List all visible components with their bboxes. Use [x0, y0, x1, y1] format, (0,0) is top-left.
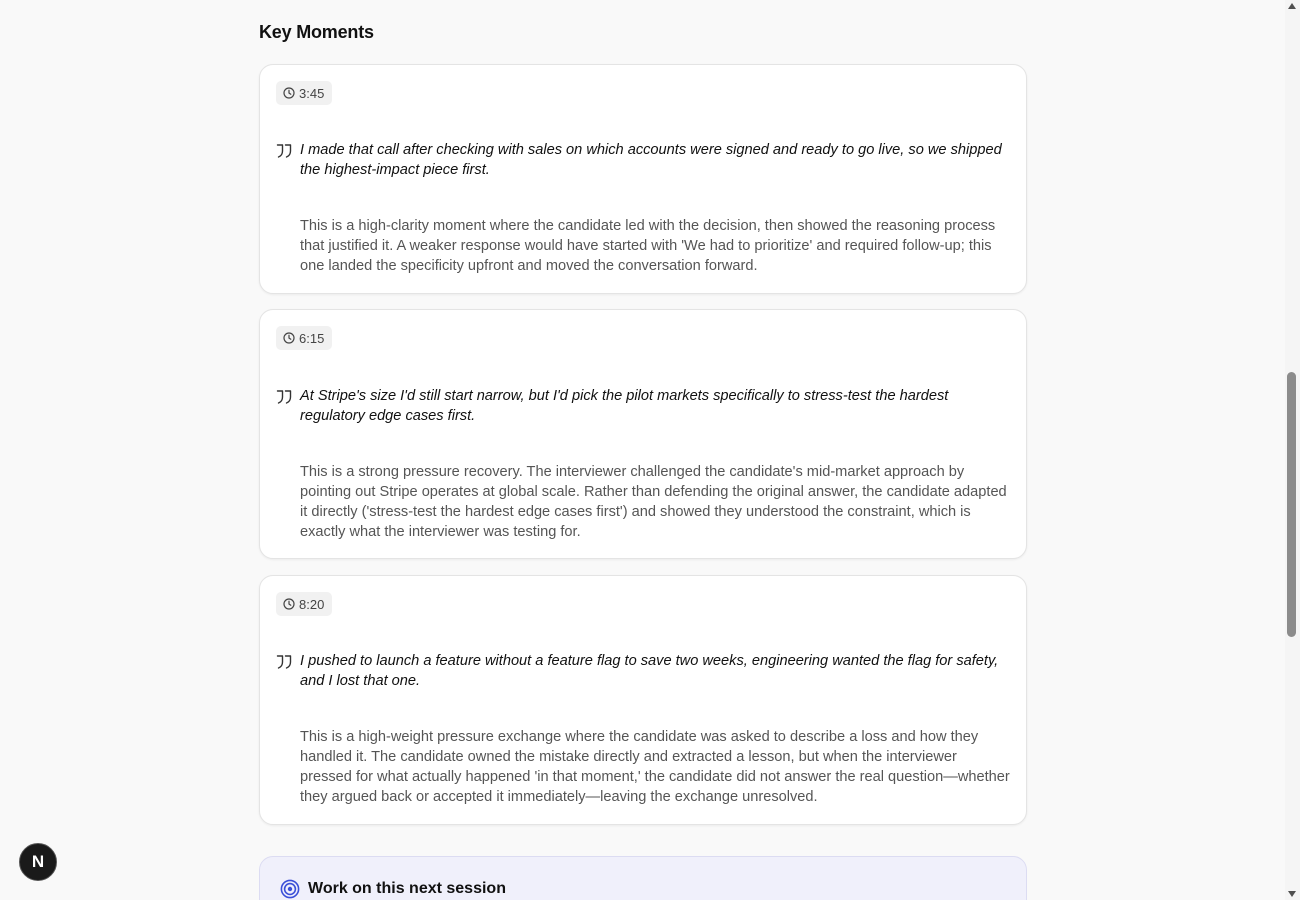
moment-analysis: This is a high-weight pressure exchange where the candidate was asked to describe a loss and how they handled it. The candidate owned the mistake directly and extracted a lesson, but when the interviewer pressed for what actually happened 'in that moment,' the candidate did not answer the real question—whether they argued back or accepted it immediately—leaving the exchange unresolved. [300, 729, 1010, 805]
moment-quote: I pushed to launch a feature without a feature flag to save two weeks, engineering wanted the flag for safety, and I lost that one. [300, 653, 999, 689]
timestamp-badge [276, 81, 332, 105]
vertical-scrollbar[interactable] [1285, 0, 1300, 900]
moment-quote: At Stripe's size I'd still start narrow, but I'd pick the pilot markets specifically to stress-test the hardest regulatory edge cases first. [300, 388, 949, 424]
timestamp-badge [276, 592, 332, 616]
target-icon [280, 879, 300, 899]
quote-icon [276, 143, 292, 159]
quote-icon [276, 654, 292, 670]
quote-icon [276, 389, 292, 405]
scroll-up-arrow-icon[interactable] [1288, 3, 1296, 9]
n-badge-button[interactable] [19, 843, 57, 881]
clock-icon [283, 87, 295, 99]
moment-analysis: This is a strong pressure recovery. The interviewer challenged the candidate's mid-market approach by pointing out Stripe operates at global scale. Rather than defending the original answer, the candidate adapted it directly ('stress-test the hardest edge cases first') and showed they understood the constraint, which is exactly what the interviewer was testing for. [300, 464, 1007, 540]
timestamp-text: 6:15 [299, 330, 325, 346]
scroll-down-arrow-icon[interactable] [1288, 891, 1296, 897]
moment-card [259, 309, 1027, 559]
moment-card [259, 575, 1027, 825]
key-moments-title: Key Moments [259, 22, 374, 42]
moment-quote: I made that call after checking with sales on which accounts were signed and ready to go live, so we shipped the highest-impact piece first. [300, 142, 1002, 178]
timestamp-text: 8:20 [299, 596, 325, 612]
n-badge-letter: N [31, 852, 45, 871]
clock-icon [283, 598, 295, 610]
timestamp-badge [276, 326, 332, 350]
timestamp-text: 3:45 [299, 85, 325, 101]
clock-icon [283, 332, 295, 344]
next-session-card [259, 856, 1027, 900]
moment-card [259, 64, 1027, 294]
moment-analysis: This is a high-clarity moment where the candidate led with the decision, then showed the reasoning process that justified it. A weaker response would have started with 'We had to prioritize' and required follow-up; this one landed the specificity upfront and moved the conversation forward. [300, 218, 996, 274]
next-session-title: Work on this next session [308, 880, 506, 897]
scrollbar-thumb[interactable] [1287, 372, 1296, 637]
